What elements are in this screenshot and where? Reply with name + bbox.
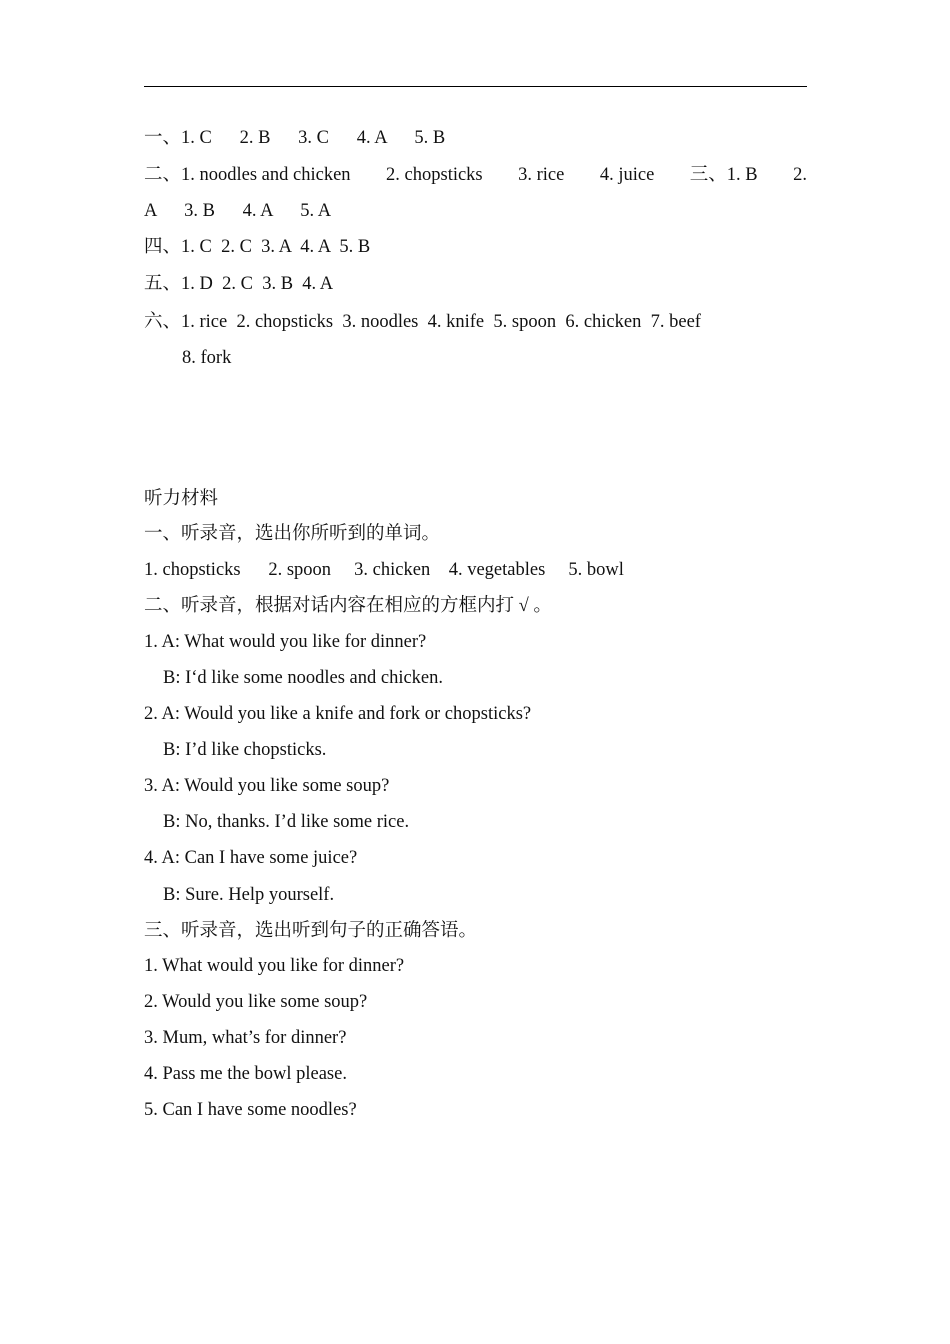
- part-3-item: 1. What would you like for dinner?: [144, 956, 405, 976]
- answer-section-6-line-2: 8. fork: [182, 348, 232, 368]
- answer-2-item-3: 3. rice: [518, 165, 565, 185]
- dialogue-line: B: I‘d like some noodles and chicken.: [163, 668, 444, 688]
- answer-section-1: 一、1. C 2. B 3. C 4. A 5. B: [144, 128, 446, 148]
- answer-2-item-2: 2. chopsticks: [386, 165, 483, 185]
- listening-part-1-heading: 一、听录音，选出你所听到的单词。: [144, 524, 441, 544]
- dialogue-line: 4. A: Can I have some juice?: [144, 848, 358, 868]
- dialogue-line: 2. A: Would you like a knife and fork or chopsticks?: [144, 704, 532, 724]
- listening-part-2-heading: 二、听录音，根据对话内容在相应的方框内打 √ 。: [144, 596, 552, 616]
- dialogue-line: 3. A: Would you like some soup?: [144, 776, 390, 796]
- listening-part-3-heading: 三、听录音，选出听到句子的正确答语。: [144, 921, 478, 941]
- dialogue-line: 1. A: What would you like for dinner?: [144, 632, 427, 652]
- dialogue-line: B: I’d like chopsticks.: [163, 740, 327, 760]
- answer-3-item-2-number: 2.: [793, 165, 807, 185]
- dialogue-line: B: Sure. Help yourself.: [163, 885, 335, 905]
- listening-title: 听力材料: [144, 489, 219, 509]
- listening-part-1-items: 1. chopsticks 2. spoon 3. chicken 4. vegetables 5. bowl: [144, 560, 624, 580]
- part-3-item: 4. Pass me the bowl please.: [144, 1064, 347, 1084]
- dialogue-line: B: No, thanks. I’d like some rice.: [163, 812, 410, 832]
- answer-section-6-line-1: 六、1. rice 2. chopsticks 3. noodles 4. knife 5. spoon 6. chicken 7. beef: [144, 312, 701, 332]
- answer-section-2-line-1: [144, 163, 807, 187]
- answer-3-item-1: 三、1. B: [689, 165, 758, 185]
- answer-2-item-4: 4. juice: [599, 165, 655, 185]
- answer-section-4: 四、1. C 2. C 3. A 4. A 5. B: [144, 237, 371, 257]
- answer-section-2-line-2: A 3. B 4. A 5. A: [144, 201, 332, 221]
- part-3-item: 3. Mum, what’s for dinner?: [144, 1028, 347, 1048]
- header-rule: [144, 86, 807, 87]
- answer-2-item-1: 二、1. noodles and chicken: [144, 165, 351, 185]
- answer-section-5: 五、1. D 2. C 3. B 4. A: [144, 274, 334, 294]
- part-3-item: 5. Can I have some noodles?: [144, 1100, 357, 1120]
- part-3-item: 2. Would you like some soup?: [144, 992, 368, 1012]
